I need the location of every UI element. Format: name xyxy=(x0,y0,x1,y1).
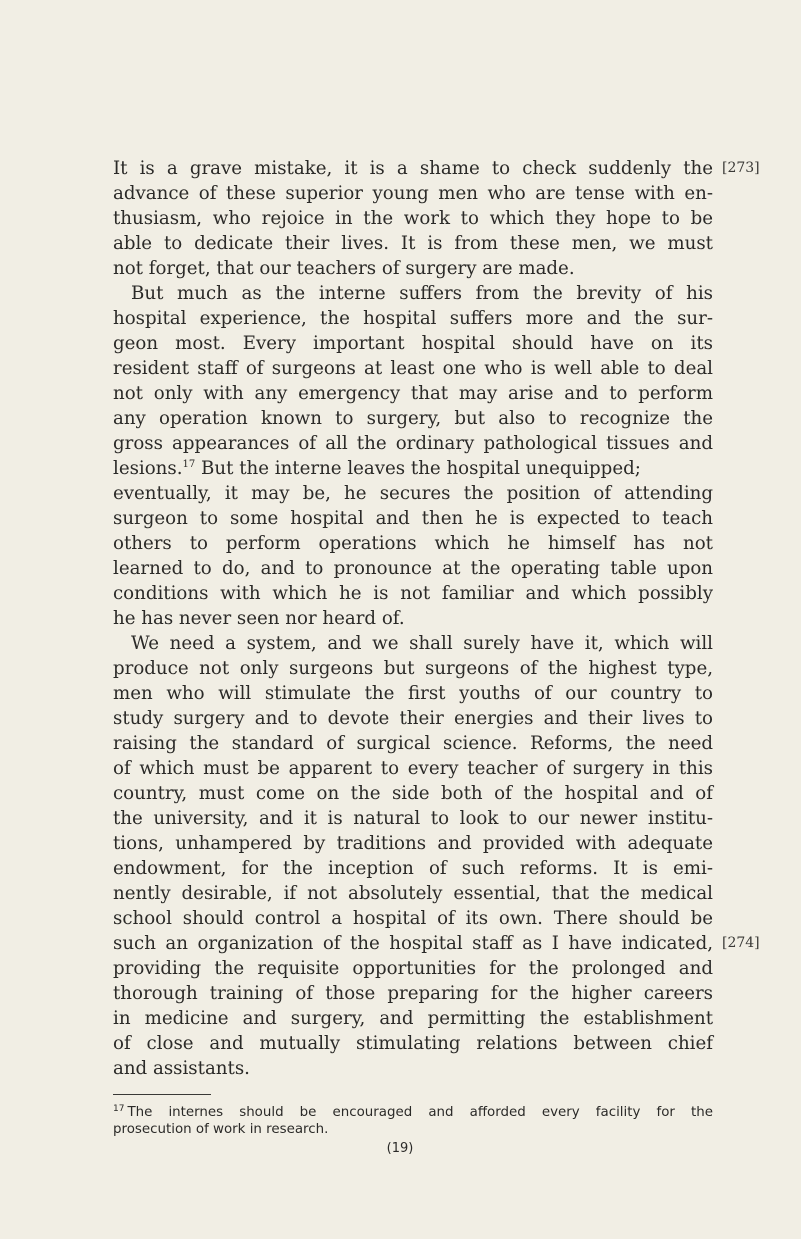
text-line: tions, unhampered by traditions and provided with adequate xyxy=(113,833,713,854)
text-line: But much as the interne suffers from the brevity of his xyxy=(131,283,713,304)
text-line: produce not only surgeons but surgeons of the highest type, xyxy=(113,658,713,679)
text-line: not forget, that our teachers of surgery are made. xyxy=(113,258,575,279)
footnote-divider xyxy=(113,1094,211,1095)
text-line: learned to do, and to pronounce at the operating table upon xyxy=(113,558,713,579)
text-line: study surgery and to devote their energies and their lives to xyxy=(113,708,713,729)
text-line: surgeon to some hospital and then he is expected to teach xyxy=(113,508,713,529)
text-line: It is a grave mistake, it is a shame to check suddenly the xyxy=(113,158,713,179)
footnote-text: The internes should be encouraged and afforded every facility for the xyxy=(127,1105,713,1120)
text-line: resident staff of surgeons at least one who is well able to deal xyxy=(113,358,713,379)
text-line-with-footnote-ref xyxy=(113,456,713,481)
text-line: eventually, it may be, he secures the position of attending xyxy=(113,483,713,504)
text-line: hospital experience, the hospital suffers more and the sur- xyxy=(113,308,713,329)
text-fragment: But the interne leaves the hospital unequipped; xyxy=(195,458,641,479)
text-line: endowment, for the inception of such reforms. It is emi- xyxy=(113,858,713,879)
margin-page-ref-274: [274] xyxy=(722,935,760,951)
footnote-line xyxy=(113,1104,713,1121)
text-line: others to perform operations which he himself has not xyxy=(113,533,713,554)
text-line: country, must come on the side both of the hospital and of xyxy=(113,783,713,804)
text-line: able to dedicate their lives. It is from these men, we must xyxy=(113,233,713,254)
text-line: the university, and it is natural to look to our newer institu- xyxy=(113,808,713,829)
text-fragment: lesions. xyxy=(113,458,183,479)
text-line: he has never seen nor heard of. xyxy=(113,608,405,629)
text-line: not only with any emergency that may arise and to perform xyxy=(113,383,713,404)
text-line: We need a system, and we shall surely have it, which will xyxy=(131,633,713,654)
text-line: providing the requisite opportunities for the prolonged and xyxy=(113,958,713,979)
text-line: advance of these superior young men who are tense with en- xyxy=(113,183,713,204)
text-line: of which must be apparent to every teacher of surgery in this xyxy=(113,758,713,779)
text-line: any operation known to surgery, but also to recognize the xyxy=(113,408,713,429)
text-line: in medicine and surgery, and permitting the establishment xyxy=(113,1008,713,1029)
text-line: thusiasm, who rejoice in the work to which they hope to be xyxy=(113,208,713,229)
text-line: geon most. Every important hospital should have on its xyxy=(113,333,713,354)
text-line: conditions with which he is not familiar and which possibly xyxy=(113,583,713,604)
footnote-line: prosecution of work in research. xyxy=(113,1122,329,1137)
footnote-reference: 17 xyxy=(182,459,196,470)
text-line: and assistants. xyxy=(113,1058,250,1079)
text-line: gross appearances of all the ordinary pathological tissues and xyxy=(113,433,713,454)
page-number: (19) xyxy=(386,1141,414,1156)
text-line: men who will stimulate the first youths of our country to xyxy=(113,683,713,704)
text-line: school should control a hospital of its own. There should be xyxy=(113,908,713,929)
text-line: of close and mutually stimulating relations between chief xyxy=(113,1033,713,1054)
text-line: nently desirable, if not absolutely essential, that the medical xyxy=(113,883,713,904)
margin-page-ref-273: [273] xyxy=(722,160,760,176)
footnote-number: 17 xyxy=(113,1104,125,1114)
text-line: such an organization of the hospital staff as I have indicated, xyxy=(113,933,713,954)
text-line: thorough training of those preparing for the higher careers xyxy=(113,983,713,1004)
text-line: raising the standard of surgical science. Reforms, the need xyxy=(113,733,713,754)
